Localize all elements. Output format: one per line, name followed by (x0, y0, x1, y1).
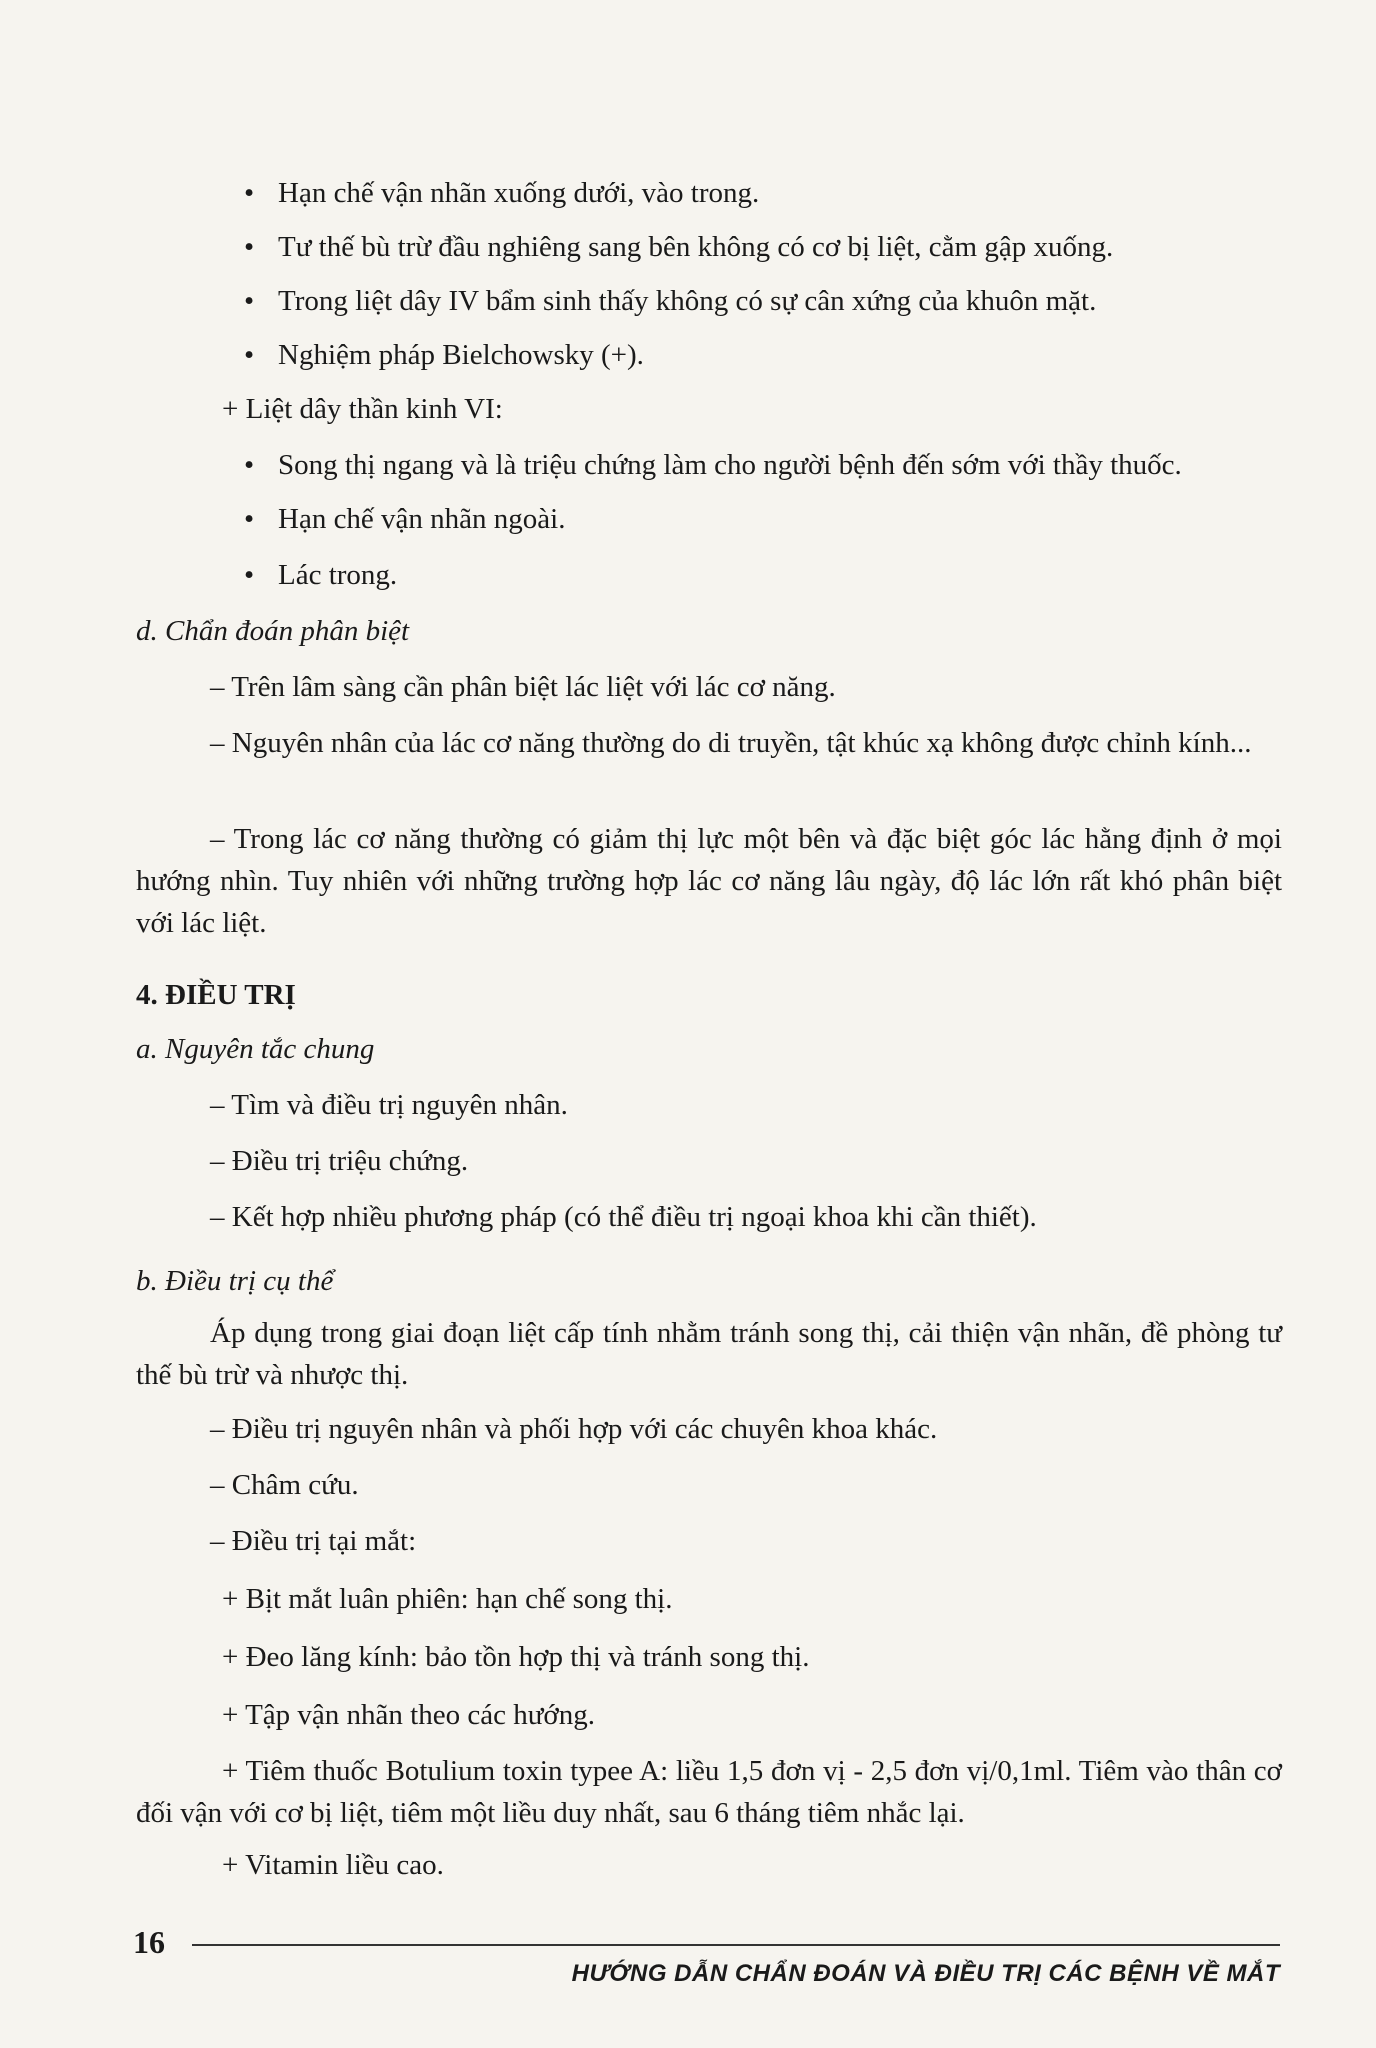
list-item: – Châm cứu. (210, 1469, 359, 1501)
section-4-heading: 4. ĐIỀU TRỊ (136, 979, 296, 1011)
bullet-marker: • (244, 339, 255, 371)
section-a-heading: a. Nguyên tắc chung (136, 1033, 375, 1065)
bullet-marker: • (244, 177, 255, 209)
bullet-marker: • (244, 559, 255, 591)
plus-item: + Vitamin liều cao. (222, 1849, 444, 1881)
bullet-marker: • (244, 231, 255, 263)
bullet-item: • Hạn chế vận nhãn ngoài. (244, 500, 565, 538)
bullet-item: • Hạn chế vận nhãn xuống dưới, vào trong. (244, 174, 759, 212)
nerve-vi-title: + Liệt dây thần kinh VI: (222, 393, 503, 425)
section-d-heading: d. Chẩn đoán phân biệt (136, 615, 410, 647)
bullet-item: • Lác trong. (244, 556, 397, 594)
list-item: – Điều trị triệu chứng. (210, 1145, 469, 1177)
bullet-item: • Tư thế bù trừ đầu nghiêng sang bên không có cơ bị liệt, cằm gập xuống. (244, 228, 1113, 266)
list-item: – Trên lâm sàng cần phân biệt lác liệt với lác cơ năng. (210, 671, 836, 703)
plus-item: + Tập vận nhãn theo các hướng. (222, 1699, 596, 1731)
paragraph: – Nguyên nhân của lác cơ năng thường do di truyền, tật khúc xạ không được chỉnh kính... (210, 727, 1252, 759)
bullet-item: • Nghiệm pháp Bielchowsky (+). (244, 336, 644, 374)
bullet-marker: • (244, 285, 255, 317)
bullet-marker: • (244, 449, 255, 481)
plus-item: + Bịt mắt luân phiên: hạn chế song thị. (222, 1583, 673, 1615)
paragraph: + Tiêm thuốc Botulium toxin typee A: liều 1,5 đơn vị - 2,5 đơn vị/0,1ml. Tiêm vào thân cơ đối vận với cơ bị liệt, tiêm một liều duy nhất, sau 6 tháng tiêm nhắc lại. (136, 1755, 1282, 1829)
list-item: – Điều trị tại mắt: (210, 1525, 417, 1557)
bullet-item: • Song thị ngang và là triệu chứng làm cho người bệnh đến sớm với thầy thuốc. (244, 446, 1182, 484)
bullet-item: • Trong liệt dây IV bẩm sinh thấy không có sự cân xứng của khuôn mặt. (244, 282, 1096, 320)
plus-item: + Đeo lăng kính: bảo tồn hợp thị và tránh song thị. (222, 1641, 810, 1673)
list-item: – Điều trị nguyên nhân và phối hợp với các chuyên khoa khác. (210, 1413, 938, 1445)
list-item: – Tìm và điều trị nguyên nhân. (210, 1089, 568, 1121)
list-item: – Kết hợp nhiều phương pháp (có thể điều trị ngoại khoa khi cần thiết). (210, 1201, 1037, 1233)
footer-divider (192, 1944, 1280, 1946)
section-b-heading: b. Điều trị cụ thể (136, 1265, 334, 1297)
bullet-marker: • (244, 503, 255, 535)
page-number: 16 (133, 1924, 165, 1960)
paragraph: Áp dụng trong giai đoạn liệt cấp tính nhằm tránh song thị, cải thiện vận nhãn, đề phòng tư thế bù trừ và nhược thị. (136, 1317, 1282, 1391)
paragraph: – Trong lác cơ năng thường có giảm thị lực một bên và đặc biệt góc lác hằng định ở mọi hướng nhìn. Tuy nhiên với những trường hợp lác cơ năng lâu ngày, độ lác lớn rất khó phân biệt với lác liệt. (136, 823, 1282, 939)
running-title: HƯỚNG DẪN CHẨN ĐOÁN VÀ ĐIỀU TRỊ CÁC BỆNH VỀ MẮT (571, 1960, 1280, 1987)
